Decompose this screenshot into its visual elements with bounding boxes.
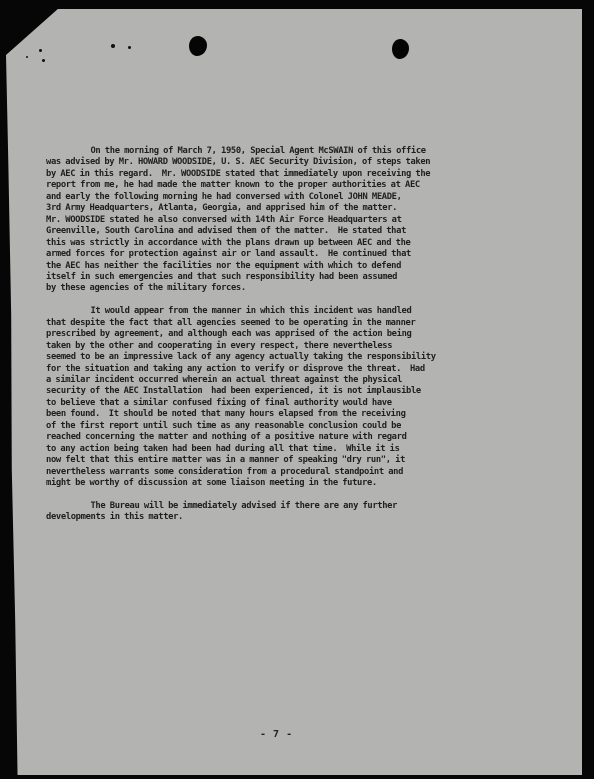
ink-speck	[111, 44, 115, 48]
paragraph-analysis: It would appear from the manner in which this incident was handled that despite the fact that all agencies seemed to be operating in the manner prescribed by agreement, and although each was apprised of the action being taken by the other and cooperating in every respect, there nevertheless seemed to be an impressive lack of any agency actually taking the responsibility for the situation and taking any action to verify or disprove the threat. Had a similar incident occurred wherein an actual threat against the physical security of the AEC Installation had been experienced, it is not implausible to believe that a similar confused fixing of final authority would have been found. It should be noted that many hours elapsed from the receiving of the first report until such time as any reasonable conclusion could be reached concerning the matter and nothing of a positive nature with regard to any action being taken had been had during all that time. While it is now felt that this entire matter was in a manner of speaking "dry run", it nevertheless warrants some consideration from a procedural standpoint and might be worthy of discussion at some liaison meeting in the future.	[46, 306, 436, 489]
punch-hole-left	[189, 36, 207, 56]
ink-speck	[26, 56, 28, 58]
ink-speck	[128, 46, 131, 49]
paragraph-closing: The Bureau will be immediately advised if there are any further developments in this matter.	[46, 500, 398, 523]
ink-speck	[39, 49, 42, 52]
punch-hole-right	[392, 39, 409, 59]
page-number: - 7 -	[260, 729, 293, 740]
ink-speck	[42, 59, 45, 62]
paragraph-woodside-report: On the morning of March 7, 1950, Special Agent McSWAIN of this office was advised by Mr. HOWARD WOODSIDE, U. S. AEC Security Division, of steps taken by AEC in this regard. Mr. WOODSIDE stated that immediately upon receiving the report from me, he had made the matter known to the proper authorities at AEC and early the following morning he had conversed with Colonel JOHN MEADE, 3rd Army Headquarters, Atlanta, Georgia, and apprised him of the matter. Mr. WOODSIDE stated he also conversed with 14th Air Force Headquarters at Greenville, South Carolina and advised them of the matter. He stated that this was strictly in accordance with the plans drawn up between AEC and the armed forces for protection against air or land assault. He continued that the AEC has neither the facilities nor the equipment with which to defend itself in such emergencies and that such responsibility had been assumed by these agencies of the military forces.	[46, 146, 431, 294]
memo-body	[46, 146, 532, 535]
